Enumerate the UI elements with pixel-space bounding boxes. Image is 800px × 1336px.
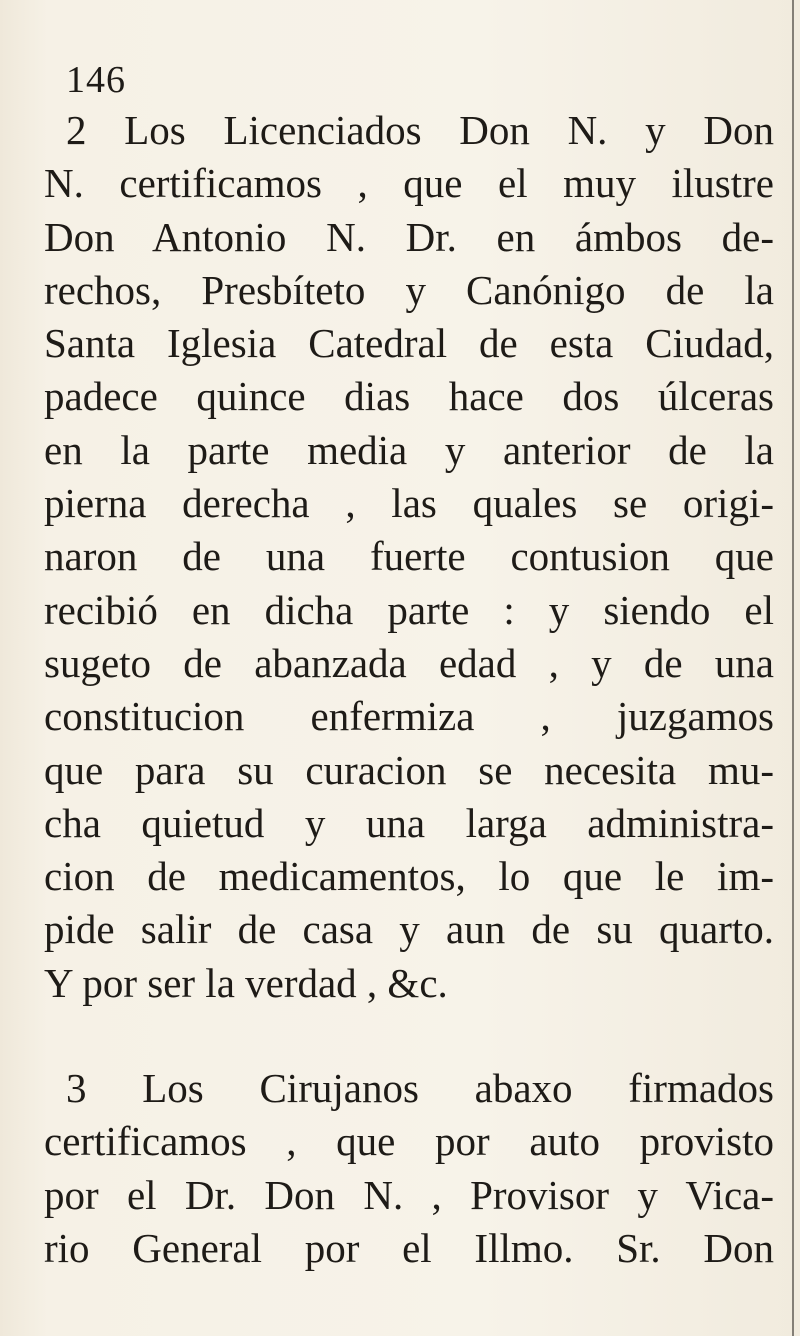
text-line: cha quietud y una larga administra- (44, 799, 774, 846)
text-line: sugeto de abanzada edad , y de una (44, 639, 774, 686)
text-line: certificamos , que por auto provisto (44, 1118, 774, 1165)
page-number: 146 (66, 59, 126, 101)
text-block (44, 104, 774, 1275)
text-line: N. certificamos , que el muy ilustre (44, 160, 774, 207)
text-line: 2 Los Licenciados Don N. y Don (66, 107, 774, 153)
text-line: constitucion enfermiza , juzgamos (44, 693, 774, 740)
text-line: Y por ser la verdad , &c. (44, 959, 448, 1006)
text-line: por el Dr. Don N. , Provisor y Vica- (44, 1171, 774, 1218)
text-line: naron de una fuerte contusion que (44, 533, 774, 580)
text-line: pierna derecha , las quales se origi- (44, 480, 774, 527)
text-line: padece quince dias hace dos úlceras (44, 373, 774, 420)
paragraph-gap (44, 1010, 774, 1062)
paragraph-2 (44, 104, 774, 1010)
text-line: rio General por el Illmo. Sr. Don (44, 1224, 774, 1271)
text-line: en la parte media y anterior de la (44, 426, 774, 473)
text-line: recibió en dicha parte : y siendo el (44, 586, 774, 633)
text-line: pide salir de casa y aun de su quarto. (44, 906, 774, 953)
text-line: rechos, Presbíteto y Canónigo de la (44, 266, 774, 313)
text-line: que para su curacion se necesita mu- (44, 746, 774, 793)
text-line: cion de medicamentos, lo que le im- (44, 853, 774, 900)
text-line: Don Antonio N. Dr. en ámbos de- (44, 213, 774, 260)
text-line: Santa Iglesia Catedral de esta Ciudad, (44, 320, 774, 367)
paragraph-3 (44, 1062, 774, 1275)
text-line: 3 Los Cirujanos abaxo firmados (66, 1065, 774, 1112)
page-edge (792, 0, 794, 1336)
